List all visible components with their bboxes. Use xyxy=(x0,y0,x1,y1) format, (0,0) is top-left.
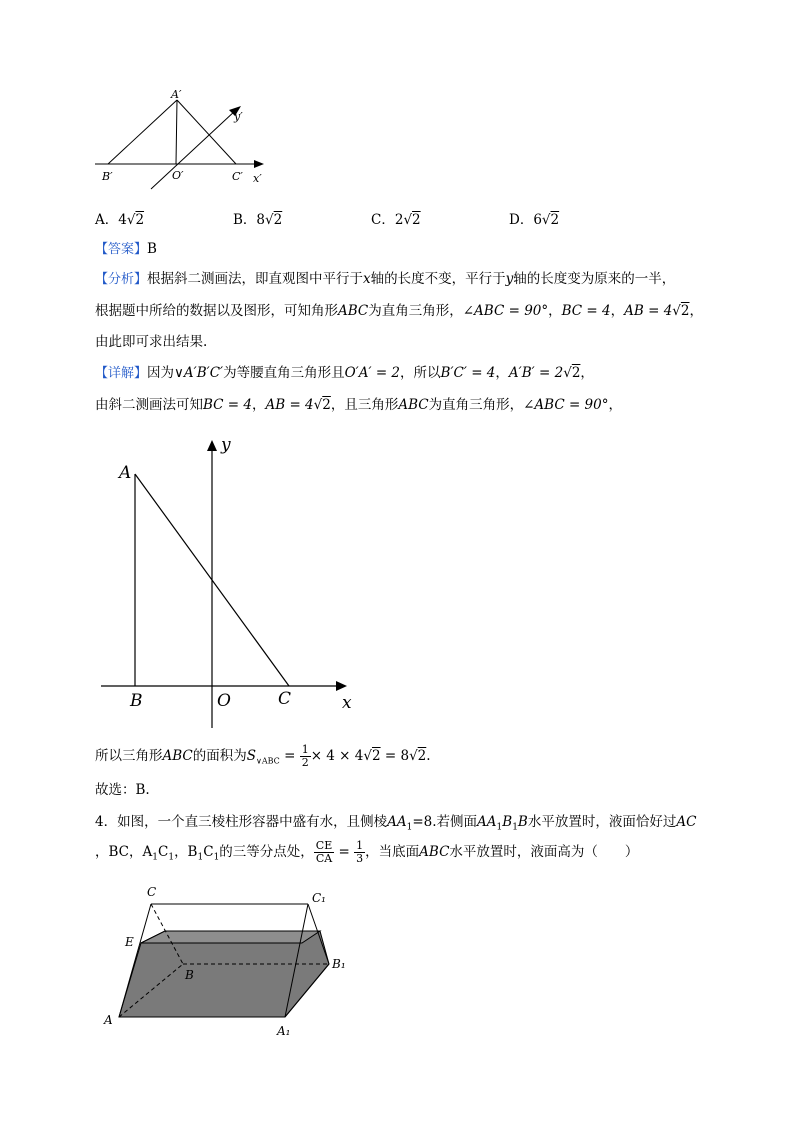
figure-oblique-projection xyxy=(88,86,278,196)
segment-a-o xyxy=(176,100,177,164)
answer-value: B xyxy=(147,241,157,257)
detail-line-2: 由斜二测画法可知BC = 4，AB = 4√2，且三角形ABC为直角三角形，∠ABC = 90°， xyxy=(95,397,622,413)
analysis-line-2: 根据题中所给的数据以及图形，可知角形ABC为直角三角形，∠ABC = 90°，BC = 4，AB = 4√2， xyxy=(95,303,703,319)
answer-tag: 【答案】 xyxy=(95,242,148,257)
label-y-prime: y′ xyxy=(234,110,243,123)
analysis-line-3: 由此即可求出结果. xyxy=(95,334,208,350)
x-axis-arrow xyxy=(336,681,347,691)
fraction-one-third: $\frac{1}{3}$ xyxy=(356,839,364,865)
label-x: x xyxy=(342,693,352,713)
fraction-ce-ca: $\frac{CE}{CA}$ xyxy=(315,839,333,865)
figure-original-triangle xyxy=(95,432,375,732)
label-a: A xyxy=(104,1013,113,1027)
water-region xyxy=(119,931,329,1017)
analysis-line-1: 【分析】根据斜二测画法，即直观图中平行于x轴的长度不变，平行于y轴的长度变为原来的一半， xyxy=(95,271,676,287)
detail-tag: 【详解】 xyxy=(95,366,148,381)
detail-line-1: 【详解】因为∨A′B′C′为等腰直角三角形且O′A′ = 2，所以B′C′ = 4，A′B′ = 2√2， xyxy=(95,365,594,381)
option-b[interactable]: B．8√2 xyxy=(233,212,283,228)
label-c: C xyxy=(147,885,157,899)
water-surface xyxy=(141,931,320,943)
answer-line xyxy=(95,240,157,259)
label-b: B xyxy=(130,691,143,711)
label-a: A xyxy=(119,463,132,483)
option-d[interactable]: D．6√2 xyxy=(509,212,560,228)
segment-a-c xyxy=(177,100,236,164)
label-b-prime: B′ xyxy=(102,170,113,183)
figure-prism-container xyxy=(95,880,365,1040)
label-c-prime: C′ xyxy=(232,170,243,183)
label-y: y xyxy=(221,435,231,455)
label-b1: B₁ xyxy=(332,957,346,971)
x-prime-arrow xyxy=(254,160,264,168)
q4-line-1: 4．如图，一个直三棱柱形容器中盛有水，且侧棱$AA_1=8$.若侧面$AA_1B_1B$水平放置时，液面恰好过AC xyxy=(95,814,697,833)
y-axis-arrow xyxy=(207,440,217,451)
label-o: O xyxy=(217,691,231,711)
conclusion-line: 故选：B. xyxy=(95,782,150,798)
label-a1: A₁ xyxy=(277,1024,291,1038)
q4-line-2: ，BC，$A_1C_1$，$B_1C_1$的三等分点处， $\frac{CE}{CA}$ = $\frac{1}{3}$ ，当底面ABC水平放置时，液面高为（ ） xyxy=(95,839,639,865)
label-x-prime: x′ xyxy=(253,172,262,185)
analysis-tag: 【分析】 xyxy=(95,272,148,287)
label-o-prime: O′ xyxy=(172,169,184,182)
label-a-prime: A′ xyxy=(171,88,182,101)
label-c1: C₁ xyxy=(312,891,326,905)
segment-b-a xyxy=(108,100,177,164)
label-b: B xyxy=(185,968,194,982)
option-a[interactable]: A．4√2 xyxy=(95,212,145,228)
label-c: C xyxy=(278,689,292,709)
label-e: E xyxy=(125,935,134,949)
option-c[interactable]: C．2√2 xyxy=(371,212,421,228)
fraction-half: $\frac{1}{2}$ xyxy=(301,743,309,769)
area-line: 所以三角形ABC的面积为$S_{\vee ABC}$ = $\frac{1}{2}$ × 4 × 4√2 = 8√2. xyxy=(95,743,431,769)
